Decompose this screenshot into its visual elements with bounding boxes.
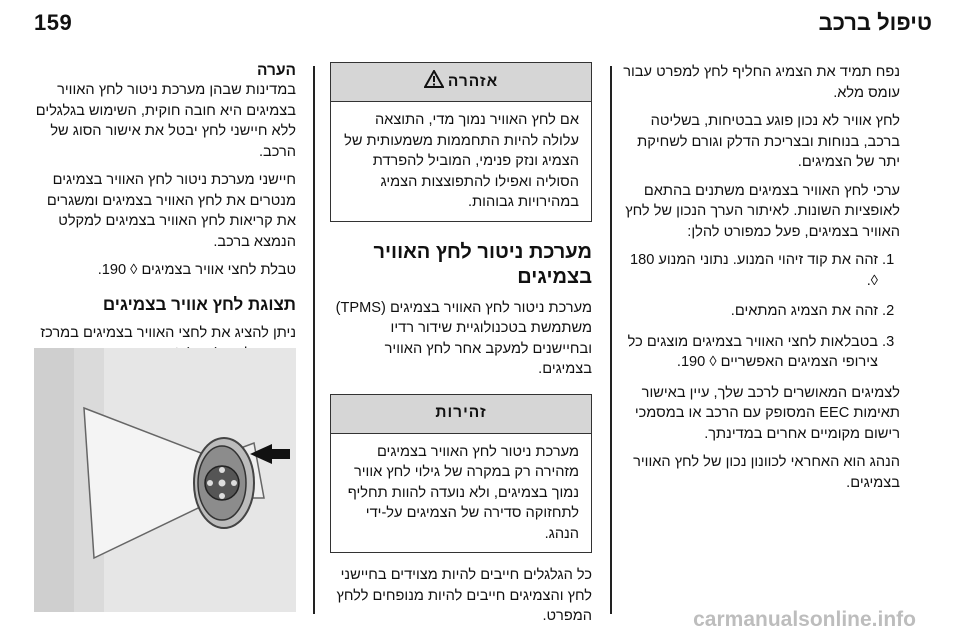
warning-box (330, 62, 592, 222)
warning-box-header (331, 63, 591, 102)
step-item: 3. בטבלאות לחצי האוויר בצמיגים מוצגים כל צירופי הצמיגים האפשריים ◊ 190. (622, 332, 878, 373)
sensors-paragraph: חיישני מערכת ניטור לחץ האוויר בצמיגים מנטרים את לחץ האוויר בצמיגים ומשגרים את קריאות לחץ האוויר בצמיגים למקלט הנמצא ברכב. (46, 172, 296, 250)
note-text: במדינות שבהן מערכת ניטור לחץ האוויר בצמיגים היא חובה חוקית, השימוש בגלגלים ללא חיישני לחץ יבטל את אישור הסוג של הרכב. (35, 82, 296, 160)
column-divider-left (313, 66, 315, 614)
pressure-paragraph-3: ערכי לחץ האוויר בצמיגים משתנים בהתאם לאופציות השונות. לאיתור הערך הנכון של לחץ האוויר בצמיגים, פעל כמפורט להלן: (625, 182, 900, 240)
driver-responsibility-paragraph: הנהג הוא האחראי לכוונון נכון של לחץ האוויר בצמיגים. (633, 454, 900, 491)
step-item: 1. זהה את קוד זיהוי המנוע. נתוני המנוע 180 ◊. (622, 250, 878, 291)
caution-box-header (331, 395, 591, 434)
warning-text: אם לחץ האוויר נמוך מדי, התוצאה עלולה להיות התחממות משמעותית של הצמיג ונזק פנימי, המוביל להפרדת הסוליה ואפילו להתפוצצות הצמיג במהירויות גבוהות. (344, 112, 579, 210)
caution-title: זהירות (435, 404, 487, 422)
tpms-section-text: מערכת ניטור לחץ האוויר בצמיגים (TPMS) משתמשת בטכנולוגיית שידור רדיו ובחיישנים למעקב אחר לחץ האוויר בצמיגים. (335, 299, 592, 377)
page-number: 159 (34, 10, 73, 35)
right-column (622, 62, 900, 501)
dic-control-illustration (34, 348, 296, 612)
caution-box (330, 394, 592, 554)
step-item: 2. זהה את הצמיג המתאים. (622, 301, 878, 322)
warning-triangle-icon (424, 70, 444, 95)
warning-title: אזהרה (447, 72, 499, 90)
middle-column (330, 62, 592, 635)
dic-paragraph: ניתן להציג את לחצי האוויר בצמיגים במרכז (40, 325, 296, 341)
tpms-section-heading: מערכת ניטור לחץ האוויר בצמיגים (373, 240, 592, 288)
display-subheading: תצוגת לחץ אוויר בצמיגים (102, 294, 296, 314)
pressure-table-reference: טבלת לחצי אוויר בצמיגים ◊ 190. (97, 262, 296, 278)
caution-box-body (331, 434, 591, 553)
sensor-requirement-text: כל הגלגלים חייבים להיות מצוידים בחיישני לחץ והצמיגים חייבים להיות מנופחים ללחץ המפרט. (336, 567, 592, 624)
watermark: carmanualsonline.info (693, 608, 916, 631)
approval-paragraph: לצמיגים המאושרים לרכב שלך, עיין באישור תאימות EEC המסופק עם הרכב או במסמכי רישום מקומיים אחרים במדינתך. (634, 384, 900, 442)
pressure-paragraph-2: לחץ אוויר לא נכון פוגע בבטיחות, בשליטה ברכב, בנוחות ובצריכת הדלק וגורם לשחיקת יתר של הצמיגים. (637, 113, 900, 170)
note-title: הערה (257, 62, 296, 79)
running-title: טיפול ברכב (818, 10, 932, 35)
warning-box-body (331, 102, 591, 221)
caution-text: מערכת ניטור לחץ האוויר בצמיגים מזהירה רק במקרה של גילוי לחץ אוויר נמוך בצמיגים, ולא נועדה להוות תחליף לתחזוקה סדירה של הצמיגים על-ידי הנהג. (347, 443, 579, 542)
column-divider-right (610, 66, 612, 614)
steps-list (622, 250, 900, 373)
page-header (0, 0, 960, 46)
left-column (34, 62, 296, 372)
pressure-paragraph-1: נפח תמיד את הצמיג החליף לחץ למפרט עבור עומס מלא. (623, 64, 900, 101)
